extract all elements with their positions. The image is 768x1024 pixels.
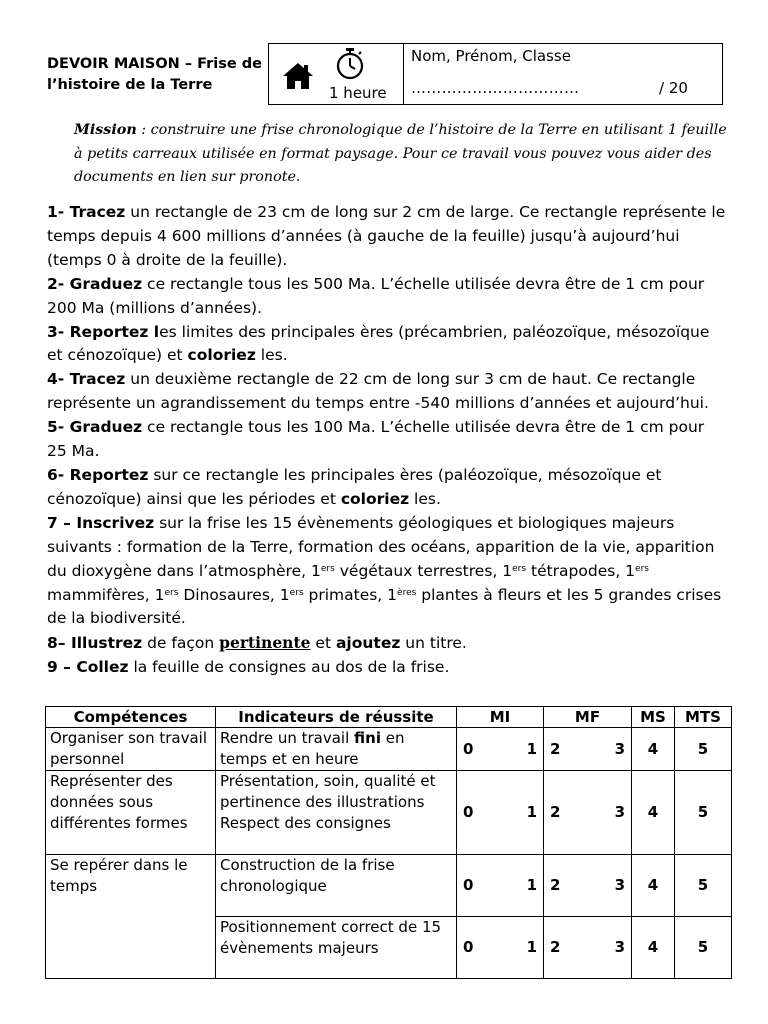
step-5: 5- Graduez ce rectangle tous les 100 Ma. L’échelle utilisée devra être de 1 cm pour 25 Ma. [47, 418, 705, 461]
score-mf[interactable]: 2 3 [544, 855, 632, 917]
step-7: 7 – Inscrivez sur la frise les 15 évènements géologiques et biologiques majeurs suivants : formation de la Terre, formation des océans, apparition de la vie, apparition du dioxygène dans l’atmosphère, 1ers végétaux terrestres, 1ers tétrapodes, 1ers mammifères, 1ers Dinosaures, 1ers primates, 1ères plantes à fleurs et les 5 grandes crises de la biodiversité. [47, 513, 722, 628]
evaluation-grid [45, 706, 732, 979]
mission-label: Mission [74, 122, 137, 138]
table-row [46, 728, 732, 771]
competence-cell: Se repérer dans le temps [46, 855, 216, 979]
worksheet-title: DEVOIR MAISON – Frise de l’histoire de la Terre [47, 56, 262, 93]
table-row [46, 855, 732, 917]
step-6: 6- Reportez sur ce rectangle les principales ères (paléozoïque, mésozoïque et cénozoïque) ainsi que les périodes et coloriez les. [47, 465, 662, 508]
indicator-cell: Construction de la frise chronologique [216, 855, 457, 917]
score-mf[interactable]: 2 3 [544, 728, 632, 771]
step-4: 4- Tracez un deuxième rectangle de 22 cm de long sur 3 cm de haut. Ce rectangle représente un agrandissement du temps entre -540 millions d’années et aujourd’hui. [47, 370, 709, 413]
score-mts[interactable]: 5 [675, 728, 732, 771]
score-ms[interactable]: 4 [632, 771, 675, 855]
score-mi[interactable]: 0 1 [457, 771, 544, 855]
step-8: 8– Illustrez de façon pertinente et ajoutez un titre. [47, 633, 467, 653]
score-out-of: / 20 [659, 79, 688, 97]
score-mf[interactable]: 2 3 [544, 771, 632, 855]
home-icon [282, 62, 314, 90]
step-3: 3- Reportez les limites des principales ères (précambrien, paléozoïque, mésozoïque et cénozoïque) et coloriez les. [47, 322, 710, 365]
homework-info-cell [269, 44, 404, 104]
mission-text [74, 119, 734, 190]
header-indicateurs: Indicateurs de réussite [216, 707, 457, 728]
score-ms[interactable]: 4 [632, 728, 675, 771]
indicator-cell: Présentation, soin, qualité et pertinence des illustrations Respect des consignes [216, 771, 457, 855]
header-mf: MF [544, 707, 632, 728]
score-ms[interactable]: 4 [632, 917, 675, 979]
score-ms[interactable]: 4 [632, 855, 675, 917]
step-9: 9 – Collez la feuille de consignes au dos de la frise. [47, 658, 450, 677]
duration-label: 1 heure [329, 84, 387, 102]
table-row [46, 771, 732, 855]
score-mts[interactable]: 5 [675, 917, 732, 979]
grid-header-row [46, 707, 732, 728]
score-mts[interactable]: 5 [675, 855, 732, 917]
score-mf[interactable]: 2 3 [544, 917, 632, 979]
indicator-cell: Positionnement correct de 15 évènements majeurs [216, 917, 457, 979]
competence-cell: Organiser son travail personnel [46, 728, 216, 771]
score-mi[interactable]: 0 1 [457, 917, 544, 979]
pertinente-word: pertinente [219, 633, 311, 653]
instructions [47, 201, 727, 680]
score-mi[interactable]: 0 1 [457, 728, 544, 771]
score-mts[interactable]: 5 [675, 771, 732, 855]
student-name-label: Nom, Prénom, Classe [411, 47, 571, 65]
step-1: 1- Tracez un rectangle de 23 cm de long sur 2 cm de large. Ce rectangle représente le temps depuis 4 600 millions d’années (à gauche de la feuille) jusqu’à aujourd’hui (temps 0 à droite de la feuille). [47, 203, 726, 269]
mission-body: : construire une frise chronologique de l’histoire de la Terre en utilisant 1 feuille à petits carreaux utilisée en format paysage. Pour ce travail vous pouvez vous aider des documents en lien sur pronote. [74, 122, 727, 185]
stopwatch-icon [335, 48, 365, 80]
student-name-field[interactable]: …………………………… [411, 79, 580, 97]
header-mts: MTS [675, 707, 732, 728]
header-box [268, 43, 723, 105]
competence-cell: Représenter des données sous différentes formes [46, 771, 216, 855]
step-2: 2- Graduez ce rectangle tous les 500 Ma. L’échelle utilisée devra être de 1 cm pour 200 Ma (millions d’années). [47, 274, 705, 317]
header-ms: MS [632, 707, 675, 728]
header-competences: Compétences [46, 707, 216, 728]
score-mi[interactable]: 0 1 [457, 855, 544, 917]
indicator-cell: Rendre un travail fini en temps et en heure [216, 728, 457, 771]
header-mi: MI [457, 707, 544, 728]
